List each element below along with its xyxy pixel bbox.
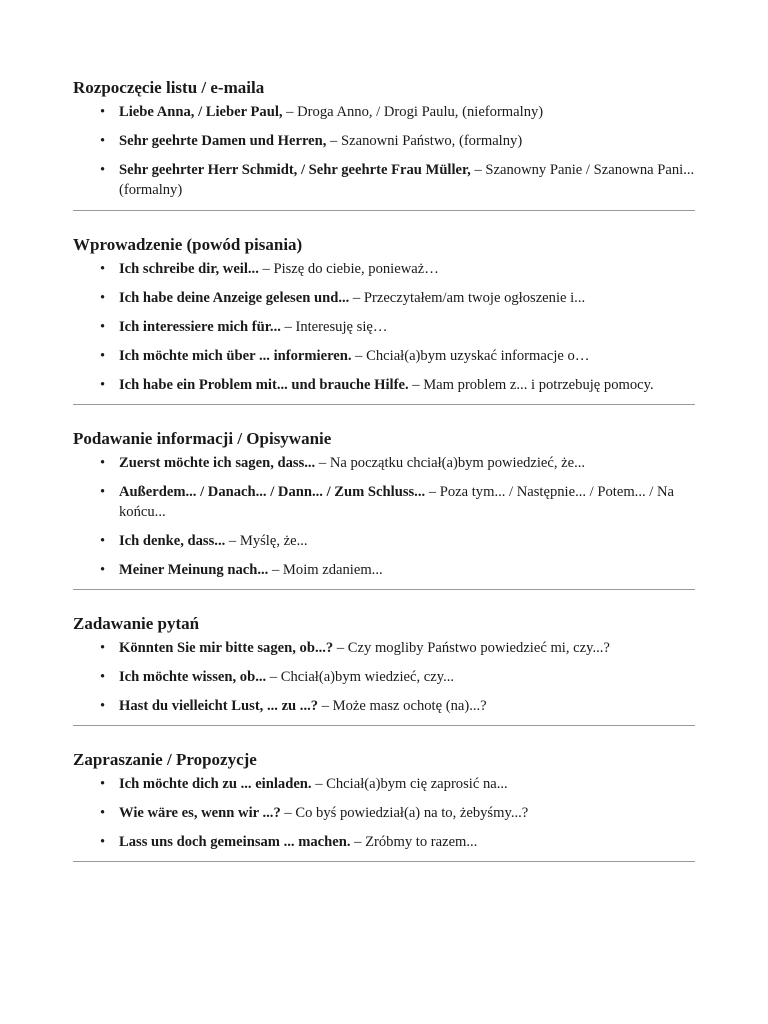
list-item (100, 638, 695, 658)
polish-translation: – Szanowny Panie / Szanowna Pani... (formalny) (119, 162, 695, 198)
phrase-list (73, 102, 695, 200)
bullet-icon: • (100, 455, 106, 471)
section-divider (73, 210, 695, 211)
section-giving-information (73, 429, 695, 590)
polish-translation: – Może masz ochotę (na)...? (318, 698, 487, 714)
german-phrase: Sehr geehrter Herr Schmidt, / Sehr geehrte Frau Müller, (119, 162, 471, 178)
german-phrase: Ich möchte wissen, ob... (119, 669, 267, 685)
polish-translation: – Myślę, że... (225, 533, 308, 549)
bullet-icon: • (100, 319, 106, 335)
bullet-icon: • (100, 640, 106, 656)
bullet-icon: • (100, 776, 106, 792)
list-item (100, 774, 695, 794)
phrase-list (73, 453, 695, 580)
section-title: Rozpoczęcie listu / e-maila (73, 78, 265, 97)
polish-translation: – Czy mogliby Państwo powiedzieć mi, czy...? (333, 640, 610, 656)
phrase-list (73, 638, 695, 716)
section-title: Zapraszanie / Propozycje (73, 750, 257, 769)
list-item (100, 531, 695, 551)
phrase-list (73, 774, 695, 852)
bullet-icon: • (100, 562, 106, 578)
list-item (100, 288, 695, 308)
bullet-icon: • (100, 377, 106, 393)
list-item (100, 160, 695, 200)
list-item (100, 346, 695, 366)
list-item (100, 259, 695, 279)
bullet-icon: • (100, 698, 106, 714)
bullet-icon: • (100, 290, 106, 306)
polish-translation: – Chciał(a)bym cię zaprosić na... (311, 776, 508, 792)
list-item (100, 696, 695, 716)
polish-translation: – Poza tym... / Następnie... / Potem... / Na końcu... (119, 484, 674, 520)
german-phrase: Liebe Anna, / Lieber Paul, (119, 104, 283, 120)
bullet-icon: • (100, 805, 106, 821)
german-phrase: Ich möchte dich zu ... einladen. (119, 776, 312, 792)
list-item (100, 832, 695, 852)
german-phrase: Außerdem... / Danach... / Dann... / Zum Schluss... (119, 484, 426, 500)
section-invitations (73, 750, 695, 862)
list-item (100, 667, 695, 687)
polish-translation: – Interesuję się… (280, 319, 388, 335)
german-phrase: Wie wäre es, wenn wir ...? (119, 805, 281, 821)
polish-translation: – Piszę do ciebie, ponieważ… (258, 261, 439, 277)
section-divider (73, 404, 695, 405)
german-phrase: Ich interessiere mich für... (119, 319, 281, 335)
list-item (100, 131, 695, 151)
polish-translation: – Przeczytałem/am twoje ogłoszenie i... (349, 290, 586, 306)
list-item (100, 375, 695, 395)
polish-translation: – Na początku chciał(a)bym powiedzieć, że... (315, 455, 586, 471)
polish-translation: – Szanowni Państwo, (formalny) (326, 133, 523, 149)
bullet-icon: • (100, 348, 106, 364)
bullet-icon: • (100, 133, 106, 149)
polish-translation: – Zróbmy to razem... (350, 834, 478, 850)
german-phrase: Sehr geehrte Damen und Herren, (119, 133, 327, 149)
german-phrase: Zuerst möchte ich sagen, dass... (119, 455, 316, 471)
list-item (100, 803, 695, 823)
section-asking-questions (73, 614, 695, 726)
bullet-icon: • (100, 533, 106, 549)
german-phrase: Hast du vielleicht Lust, ... zu ...? (119, 698, 319, 714)
german-phrase: Ich habe ein Problem mit... und brauche Hilfe. (119, 377, 409, 393)
german-phrase: Meiner Meinung nach... (119, 562, 269, 578)
section-divider (73, 725, 695, 726)
list-item (100, 560, 695, 580)
german-phrase: Lass uns doch gemeinsam ... machen. (119, 834, 351, 850)
german-phrase: Könnten Sie mir bitte sagen, ob...? (119, 640, 334, 656)
section-introduction (73, 235, 695, 405)
list-item (100, 317, 695, 337)
polish-translation: – Chciał(a)bym uzyskać informacje o… (351, 348, 590, 364)
section-title: Wprowadzenie (powód pisania) (73, 235, 303, 254)
list-item (100, 453, 695, 473)
section-divider (73, 861, 695, 862)
polish-translation: – Droga Anno, / Drogi Paulu, (nieformalny) (282, 104, 544, 120)
section-divider (73, 589, 695, 590)
section-letter-opening (73, 78, 695, 211)
bullet-icon: • (100, 261, 106, 277)
polish-translation: – Chciał(a)bym wiedzieć, czy... (266, 669, 455, 685)
polish-translation: – Co byś powiedział(a) na to, żebyśmy...? (280, 805, 529, 821)
list-item (100, 482, 695, 522)
german-phrase: Ich schreibe dir, weil... (119, 261, 259, 277)
bullet-icon: • (100, 669, 106, 685)
phrase-list (73, 259, 695, 395)
bullet-icon: • (100, 484, 106, 500)
bullet-icon: • (100, 834, 106, 850)
bullet-icon: • (100, 104, 106, 120)
german-phrase: Ich denke, dass... (119, 533, 226, 549)
bullet-icon: • (100, 162, 106, 178)
list-item (100, 102, 695, 122)
section-title: Podawanie informacji / Opisywanie (73, 429, 332, 448)
german-phrase: Ich möchte mich über ... informieren. (119, 348, 352, 364)
section-title: Zadawanie pytań (73, 614, 200, 633)
polish-translation: – Mam problem z... i potrzebuję pomocy. (408, 377, 654, 393)
polish-translation: – Moim zdaniem... (268, 562, 383, 578)
german-phrase: Ich habe deine Anzeige gelesen und... (119, 290, 350, 306)
